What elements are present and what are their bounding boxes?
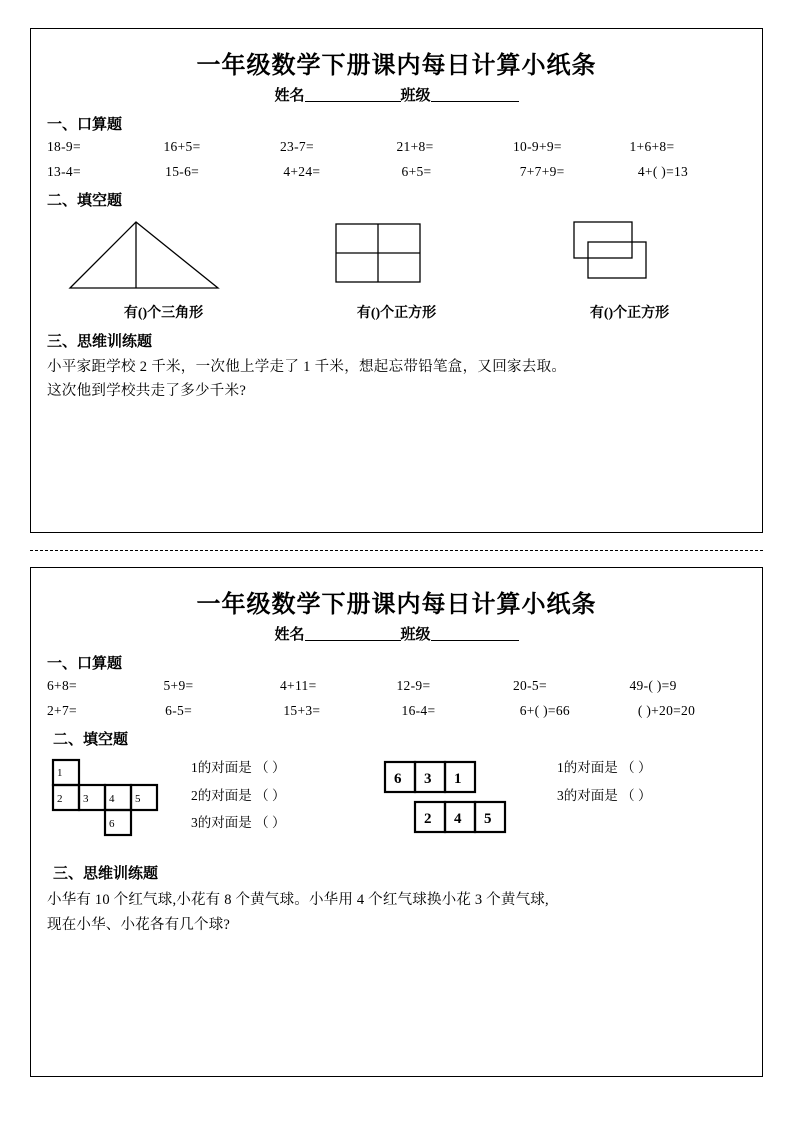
opposite-item: 3的对面是 （ ） (191, 815, 286, 831)
calc-item: 12-9= (396, 678, 431, 693)
cube-net-figure (47, 756, 177, 842)
net-number-6: 6 (109, 818, 115, 830)
dice-number-top-3: 1 (454, 771, 462, 787)
figure-overlap-caption (530, 302, 730, 322)
word-problem-line: 小平家距学校 2 千米，一次他上学走了 1 千米，想起忘带铅笔盒，又回家去取。 (47, 359, 567, 375)
calc-item: 4+11= (280, 678, 317, 693)
dice-number-top-1: 6 (394, 771, 402, 787)
sheet-1-oral-row-2 (47, 164, 746, 180)
caption-post: )个正方形 (375, 306, 437, 321)
name-blank[interactable] (305, 101, 401, 102)
opposite-list-right (557, 754, 652, 809)
net-number-4: 4 (109, 793, 115, 805)
sheet-1-section-fill-title: 二、填空题 (47, 193, 123, 209)
opposite-item: 1的对面是 （ ） (191, 760, 286, 775)
sheet-2-fill-area (47, 754, 746, 844)
calc-item: 15-6= (165, 164, 200, 179)
sheet-2-title: 一年级数学下册课内每日计算小纸条 (196, 592, 597, 618)
net-number-3: 3 (83, 793, 89, 805)
caption-pre: 有( (589, 306, 609, 321)
class-blank[interactable] (431, 640, 519, 641)
cube-net-block (47, 754, 187, 842)
sheet-1-title: 一年级数学下册课内每日计算小纸条 (196, 53, 597, 79)
word-problem-line: 这次他到学校共走了多少千米? (47, 382, 247, 399)
sheet-2-section-think-title: 三、思维训练题 (53, 866, 159, 882)
sheet-1-figures (47, 216, 746, 322)
sheet-2-oral-row-1 (47, 678, 746, 694)
calc-item: 23-7= (280, 139, 314, 154)
calc-item: 6+8= (47, 678, 77, 693)
opposite-item: 3的对面是 （ ） (557, 787, 652, 803)
opposite-item: 1的对面是 （ ） (557, 760, 652, 775)
calc-item: 5+9= (163, 678, 194, 693)
class-blank[interactable] (431, 101, 519, 102)
calc-item: 2+7= (47, 703, 77, 718)
calc-item: 6+( )=66 (519, 703, 570, 718)
calc-item: 1+6+8= (629, 139, 675, 154)
name-blank[interactable] (305, 640, 401, 641)
overlapping-squares-figure (530, 216, 690, 294)
figure-triangle-block (64, 216, 264, 322)
figure-grid-caption (297, 302, 497, 322)
caption-pre: 有( (123, 306, 143, 321)
figure-triangle-caption (64, 302, 264, 322)
dice-number-top-2: 3 (424, 771, 432, 787)
net-number-5: 5 (135, 793, 141, 805)
word-problem-line: 小华有 10 个红气球,小花有 8 个黄气球。小华用 4 个红气球换小花 3 个黄气球, (47, 892, 549, 908)
sheet-2-section-fill-title: 二、填空题 (53, 732, 129, 748)
name-label: 姓名 (274, 627, 305, 643)
opposite-list-left (191, 754, 381, 837)
calc-item: 10-9+9= (513, 139, 562, 154)
net-number-1: 1 (57, 767, 63, 779)
calc-item: 4+24= (283, 164, 321, 179)
dice-number-bottom-1: 2 (424, 811, 432, 827)
word-problem-line: 现在小华、小花各有几个球? (47, 916, 231, 933)
calc-item: 16-4= (401, 703, 436, 718)
figure-grid-block (297, 216, 497, 322)
opposite-item: 2的对面是 （ ） (191, 787, 286, 803)
triangle-figure (64, 216, 224, 294)
sheet-1-name-class-line (47, 84, 746, 105)
name-label: 姓名 (274, 88, 305, 104)
calc-item: 13-4= (47, 164, 81, 179)
sheet-2-oral-row-2 (47, 703, 746, 719)
net-number-2: 2 (57, 793, 63, 805)
class-label: 班级 (400, 627, 431, 643)
calc-item: 49-( )=9 (629, 678, 677, 693)
square-grid-figure (297, 216, 457, 294)
calc-item: 15+3= (283, 703, 321, 718)
calc-item: ( )+20=20 (637, 703, 696, 718)
calc-item: 21+8= (396, 139, 434, 154)
dice-number-bottom-2: 4 (454, 811, 462, 827)
calc-item: 6+5= (401, 164, 432, 179)
dice-net-block (381, 754, 551, 844)
worksheet-sheet-1 (30, 28, 763, 533)
worksheet-sheet-2 (30, 567, 763, 1077)
sheet-1-section-oral-title: 一、口算题 (47, 117, 123, 133)
calc-item: 16+5= (163, 139, 201, 154)
sheet-2-section-oral-title: 一、口算题 (47, 656, 123, 672)
sheet-1-section-think-title: 三、思维训练题 (47, 334, 153, 350)
caption-post: )个正方形 (608, 306, 670, 321)
page-divider (30, 550, 763, 551)
sheet-2-word-problem (47, 888, 746, 937)
calc-item: 7+7+9= (519, 164, 565, 179)
dice-net-figure (381, 758, 521, 844)
sheet-1-oral-row-1 (47, 139, 746, 155)
class-label: 班级 (400, 88, 431, 104)
calc-item: 4+( )=13 (637, 164, 689, 179)
calc-item: 18-9= (47, 139, 81, 154)
figure-overlap-block (530, 216, 730, 322)
sheet-1-word-problem (47, 356, 746, 404)
calc-item: 6-5= (165, 703, 192, 718)
calc-item: 20-5= (513, 678, 547, 693)
dice-number-bottom-3: 5 (484, 811, 492, 827)
caption-pre: 有( (356, 306, 376, 321)
caption-post: )个三角形 (142, 306, 204, 321)
sheet-2-name-class-line (47, 623, 746, 644)
